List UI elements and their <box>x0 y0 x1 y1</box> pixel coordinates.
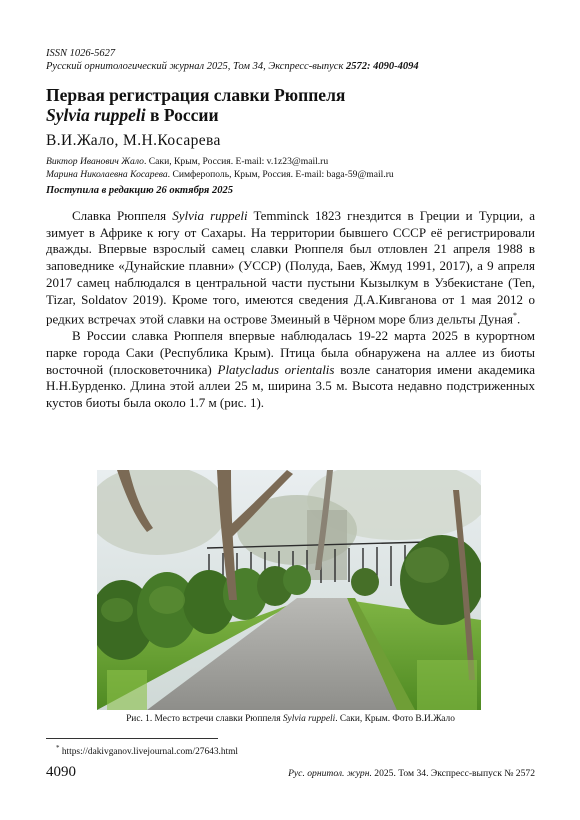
affiliations <box>46 156 546 181</box>
figure-photo <box>97 470 481 710</box>
paragraph-1: Славка Рюппеля Sylvia ruppeli Temminck 1823 гнездится в Греции и Турции, а зимует в Африке к югу от Сахары. На территории бывшего СССР её регистрировали дважды. Впервые взрослый самец славки Рюппеля был отловлен 21 апреля 1988 в заповеднике «Дунайские плавни» (УССР) (Полуда, Баев, Жмуд 1991, 2017), а 9 апреля 2017 самец наблюдался в центральной части пустыни Кызылкум в Узбекистане (Ten, Tizar, Soldatov 2019). Кроме того, имеются сведения Д.А.Кивганова от 1 мая 2012 о редких встречах этой славки на острове Змеиный в Чёрном море близ дельты Дуная*. <box>46 208 535 327</box>
authors: В.И.Жало, М.Н.Косарева <box>46 132 221 149</box>
affiliation-1: Виктор Иванович Жало. Саки, Крым, Россия. E-mail: v.1z23@mail.ru <box>46 156 329 167</box>
issue-number: 2572 <box>346 61 367 72</box>
footnote-link[interactable]: https://dakivganov.livejournal.com/27643.html <box>59 747 239 758</box>
journal-header <box>46 47 546 73</box>
footnote-marker[interactable]: * <box>512 311 517 321</box>
article-title: Первая регистрация славки Рюппеля Sylvia ruppeli в России <box>46 85 346 125</box>
journal-citation: Русский орнитологический журнал 2025, Том 34, Экспресс-выпуск 2572: 4090-4094 <box>46 61 419 72</box>
received-date: Поступила в редакцию 26 октября 2025 <box>46 185 233 196</box>
running-footer: Рус. орнитол. журн. 2025. Том 34. Экспресс-выпуск № 2572 <box>288 768 535 779</box>
page-number: 4090 <box>46 764 76 780</box>
footnote: * https://dakivganov.livejournal.com/27643.html <box>56 744 239 758</box>
affiliation-2: Марина Николаевна Косарева. Симферополь, Крым, Россия. E-mail: baga-59@mail.ru <box>46 168 394 180</box>
article-body <box>46 208 535 412</box>
footnote-rule <box>46 738 218 739</box>
title-latin-name: Sylvia ruppeli <box>46 105 146 125</box>
paragraph-2: В России славка Рюппеля впервые наблюдалась 19-22 марта 2025 в курортном парке города Саки (Республика Крым). Птица была обнаружена на аллее из биоты восточной (плосковеточника) Platycladus orientalis возле санатория имени академика Н.Н.Бурденко. Длина этой аллеи 25 м, ширина 3.5 м. Высота недавно подстриженных кустов биоты была около 1.7 м (рис. 1). <box>46 328 535 411</box>
figure-caption: Рис. 1. Место встречи славки Рюппеля Sylvia ruppeli. Саки, Крым. Фото В.И.Жало <box>126 714 455 724</box>
page-range: : 4090-4094 <box>367 61 419 72</box>
park-alley-photo <box>97 470 481 710</box>
issn: ISSN 1026-5627 <box>46 48 116 59</box>
